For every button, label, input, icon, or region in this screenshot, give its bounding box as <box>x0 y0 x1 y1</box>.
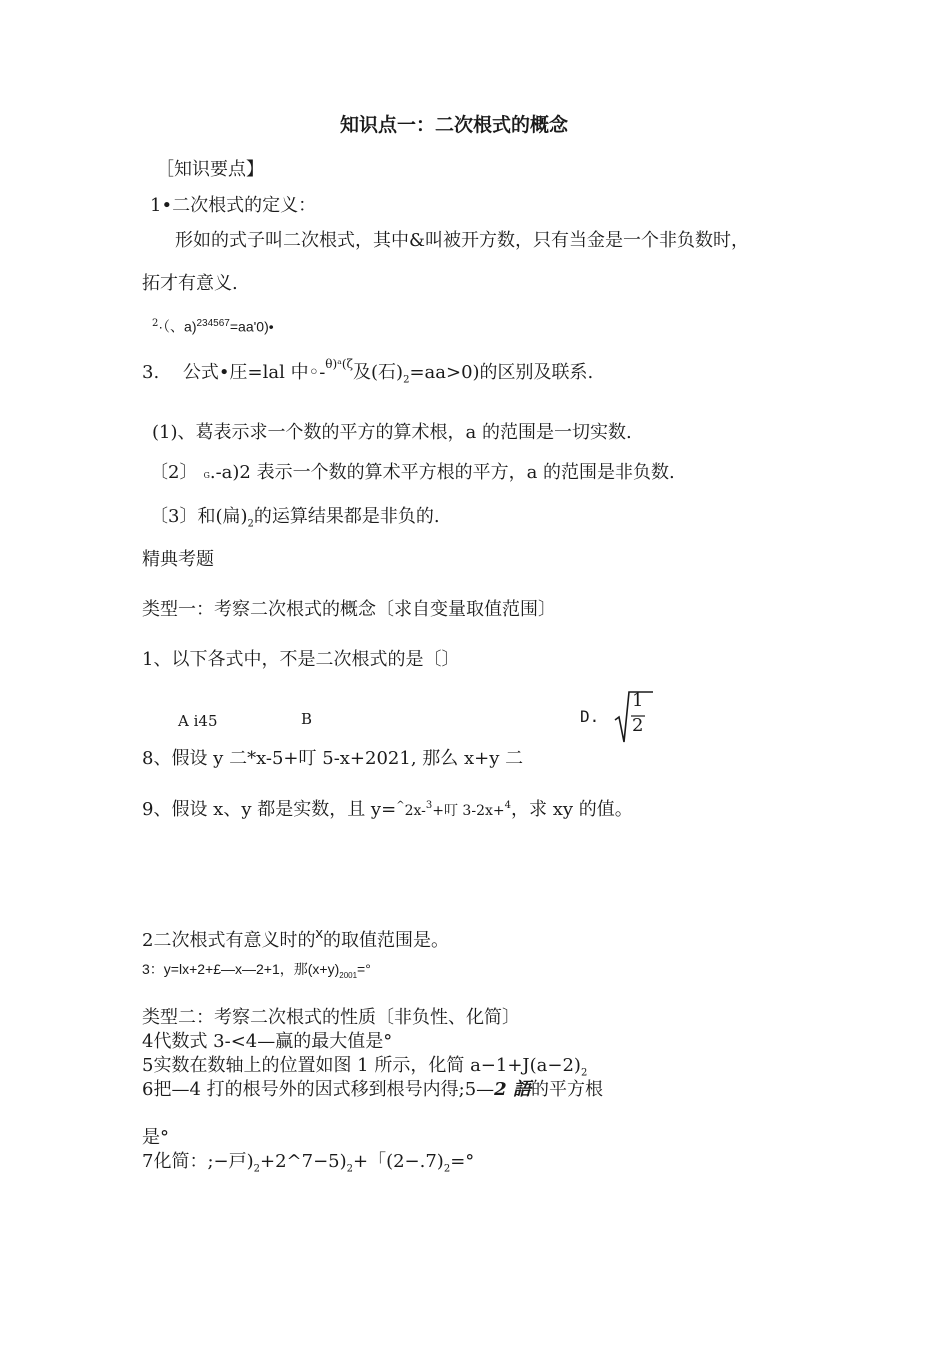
item-2-text-a: ·（、a) <box>158 318 197 335</box>
question-7-text-c: +「(2−.7) <box>353 1151 444 1172</box>
question-9-text-a: 9、假设 x、y 都是实数，且 y= <box>142 799 397 820</box>
question-7-text-b: +2^7−5) <box>260 1151 347 1172</box>
item-3-sub: 2 <box>403 374 410 386</box>
item-3-number: 3. <box>142 362 160 383</box>
question-5-sub: 2 <box>580 1067 588 1079</box>
question-9 <box>142 795 633 822</box>
question-1: 1、以下各式中，不是二次根式的是〔〕 <box>142 649 460 670</box>
question-2-text-b: 的取值范围是。 <box>322 930 449 951</box>
note-2-text-a: 〔2〕 <box>150 462 198 483</box>
question-3 <box>142 958 371 987</box>
item-3-text-c: =aa>0)的区别及联系. <box>409 362 594 383</box>
item-3-text-b: 及(石) <box>353 362 404 383</box>
item-2-sup: 234567 <box>196 318 230 329</box>
note-2 <box>150 462 675 487</box>
question-7-sub-3: 2 <box>443 1163 451 1175</box>
question-6-text-b: 2 語 <box>494 1079 531 1100</box>
note-3-sub: 2 <box>247 518 254 530</box>
note-3 <box>150 506 440 536</box>
question-3-sub: 2001 <box>339 970 358 980</box>
option-d-sqrt <box>614 690 654 746</box>
question-2-variable: x <box>315 925 323 942</box>
question-7-text-d: =° <box>450 1151 475 1172</box>
option-d-numerator: 1 <box>632 690 644 711</box>
option-a: A i45 <box>178 712 218 730</box>
question-9-sup-1: ^ <box>396 800 405 811</box>
note-1: (1)、葛表示求一个数的平方的算术根，a 的范围是一切实数. <box>152 422 632 443</box>
question-7-sub-1: 2 <box>253 1163 260 1175</box>
question-7 <box>142 1151 474 1181</box>
section-label: ［知识要点】 <box>156 159 264 180</box>
question-6 <box>142 1079 603 1101</box>
definition-heading: 1•二次根式的定义： <box>150 195 317 216</box>
question-9-sup-2: 3 <box>425 800 433 811</box>
question-6-text-a: 6把—4 打的根号外的因式移到根号内得;5— <box>142 1079 495 1100</box>
question-2-text-a: 2二次根式有意义时的 <box>142 930 316 951</box>
question-2 <box>142 925 449 953</box>
definition-line-2: 拓才有意义. <box>142 273 238 294</box>
option-b: B <box>301 710 313 728</box>
page-title: 知识点一：二次根式的概念 <box>340 114 569 136</box>
definition-line-1: 形如的式子叫二次根式，其中&叫被开方数，只有当金是一个非负数时， <box>175 230 750 251</box>
question-9-text-d: ，求 xy 的值。 <box>510 799 633 820</box>
note-3-text-a: 〔3〕和(扁) <box>150 506 248 527</box>
item-3-text-a: 公式•圧=lal 中◦- <box>182 362 326 383</box>
item-2 <box>152 313 274 339</box>
question-9-text-b: 2x- <box>404 803 426 819</box>
question-4: 4代数式 3-<4—赢的最大值是° <box>142 1031 393 1052</box>
question-9-sup-3: 4 <box>504 800 511 811</box>
question-6-text-c: 的平方根 <box>530 1079 603 1100</box>
question-5-text: 5实数在数轴上的位置如图 1 所示，化简 a−1+J(a−2) <box>142 1055 581 1076</box>
item-3 <box>142 357 594 392</box>
item-2-number: 2 <box>152 318 159 329</box>
classic-heading: 精典考题 <box>142 549 214 570</box>
question-3-text-b: =° <box>357 961 371 977</box>
question-7-sub-2: 2 <box>346 1163 353 1175</box>
question-8: 8、假设 y 二*x-5+叮 5-x+2021, 那么 x+y 二 <box>142 748 524 769</box>
question-3-text-a: 3：y=lx+2+£—x—2+1，那(x+y) <box>142 961 340 977</box>
note-2-text-b: .-a)2 表示一个数的算术平方根的平方，a 的范围是非负数. <box>209 462 675 483</box>
type-2-heading: 类型二：考察二次根式的性质〔非负性、化简〕 <box>142 1007 520 1028</box>
note-3-text-b: 的运算结果都是非负的. <box>253 506 440 527</box>
item-3-overlay: θ)ᵃ(ζ <box>325 357 354 371</box>
question-9-text-c: +叮 3-2x+ <box>432 803 505 819</box>
note-2-sub: G <box>203 471 210 480</box>
item-2-text-b: =aa'0)• <box>229 318 274 335</box>
option-d-denominator: 2 <box>632 715 644 736</box>
question-7-text-a: 7化简：;−戸) <box>142 1151 254 1172</box>
option-d-label: D. <box>580 707 600 726</box>
type-1-heading: 类型一：考察二次根式的概念〔求自变量取值范围〕 <box>142 599 556 620</box>
question-6-continued: 是° <box>142 1127 169 1148</box>
